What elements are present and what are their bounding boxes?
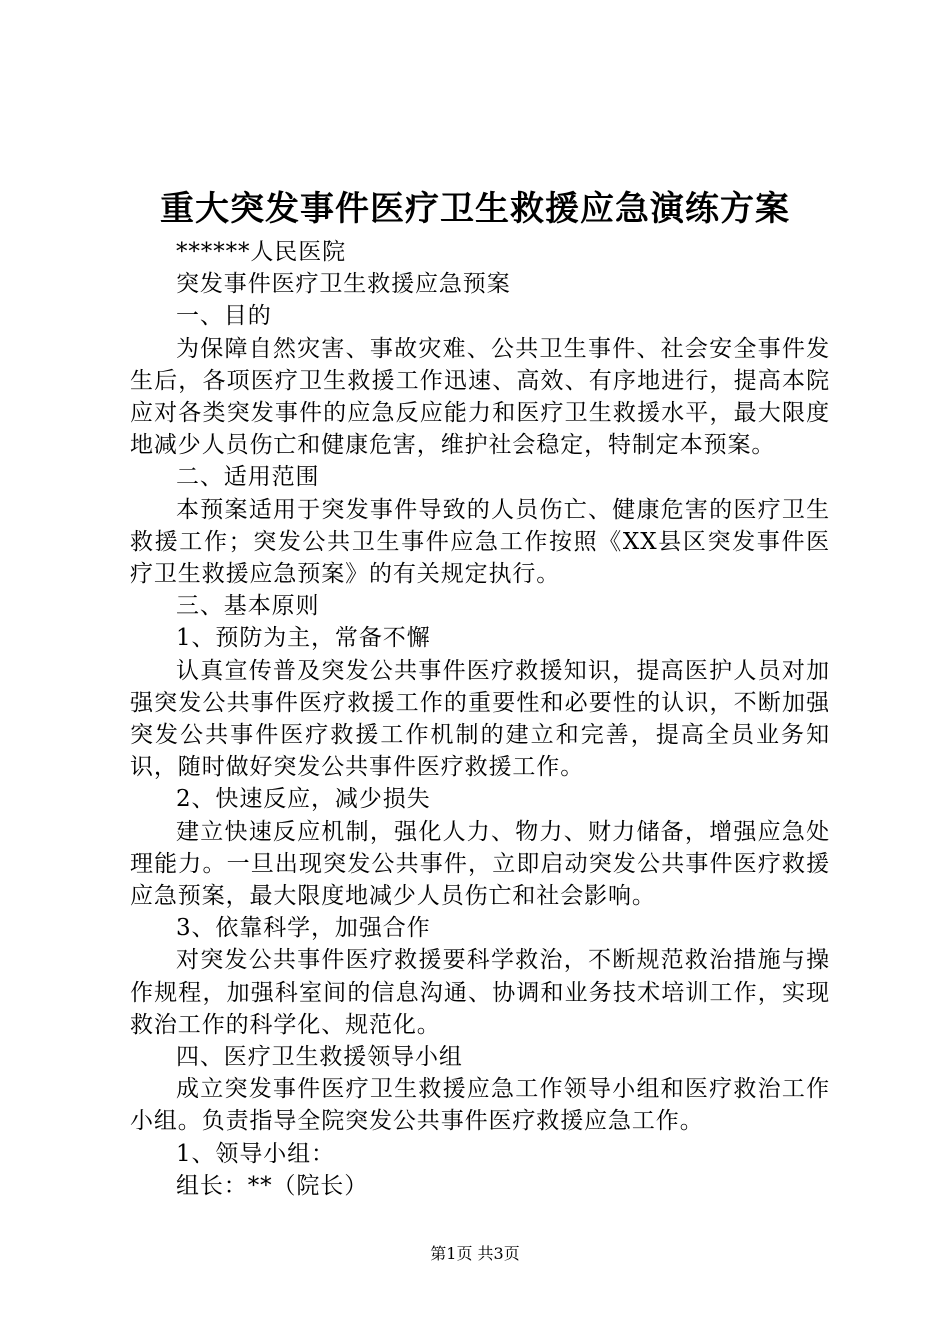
subsection-heading: 1、预防为主，常备不懈: [176, 625, 431, 652]
plan-subtitle: 突发事件医疗卫生救援应急预案: [176, 271, 511, 298]
section-heading: 四、医疗卫生救援领导小组: [176, 1044, 463, 1071]
page-number-footer: 第1页 共3页: [430, 1244, 520, 1263]
paragraph: 本预案适用于突发事件导致的人员伤亡、健康危害的医疗卫生救援工作；突发公共卫生事件应急工作按照《XX县区突发事件医疗卫生救援应急预案》的有关规定执行。: [130, 496, 830, 588]
document-body: [130, 236, 830, 1202]
paragraph: 成立突发事件医疗卫生救援应急工作领导小组和医疗救治工作小组。负责指导全院突发公共事件医疗救援应急工作。: [130, 1076, 830, 1135]
subsection-heading: 2、快速反应，减少损失: [176, 786, 431, 813]
section-heading: 一、目的: [176, 303, 272, 330]
paragraph: 对突发公共事件医疗救援要科学救治，不断规范救治措施与操作规程，加强科室间的信息沟通、协调和业务技术培训工作，实现救治工作的科学化、规范化。: [130, 947, 830, 1038]
section-heading: 三、基本原则: [176, 593, 320, 620]
paragraph: 认真宣传普及突发公共事件医疗救援知识，提高医护人员对加强突发公共事件医疗救援工作的重要性和必要性的认识，不断加强突发公共事件医疗救援工作机制的建立和完善，提高全员业务知识，随时做好突发公共事件医疗救援工作。: [130, 657, 830, 781]
subsection-heading: 1、领导小组：: [176, 1140, 335, 1167]
hospital-name: ******人民医院: [176, 239, 346, 265]
document-title: 重大突发事件医疗卫生救援应急演练方案: [160, 189, 790, 229]
section-heading: 二、适用范围: [176, 464, 320, 491]
paragraph: 组长：**（院长）: [176, 1172, 369, 1199]
paragraph: 建立快速反应机制，强化人力、物力、财力储备，增强应急处理能力。一旦出现突发公共事件，立即启动突发公共事件医疗救援应急预案，最大限度地减少人员伤亡和社会影响。: [130, 818, 830, 910]
subsection-heading: 3、依靠科学，加强合作: [176, 915, 431, 942]
paragraph: 为保障自然灾害、事故灾难、公共卫生事件、社会安全事件发生后，各项医疗卫生救援工作迅速、高效、有序地进行，提高本院应对各类突发事件的应急反应能力和医疗卫生救援水平，最大限度地减少人员伤亡和健康危害，维护社会稳定，特制定本预案。: [130, 335, 830, 459]
